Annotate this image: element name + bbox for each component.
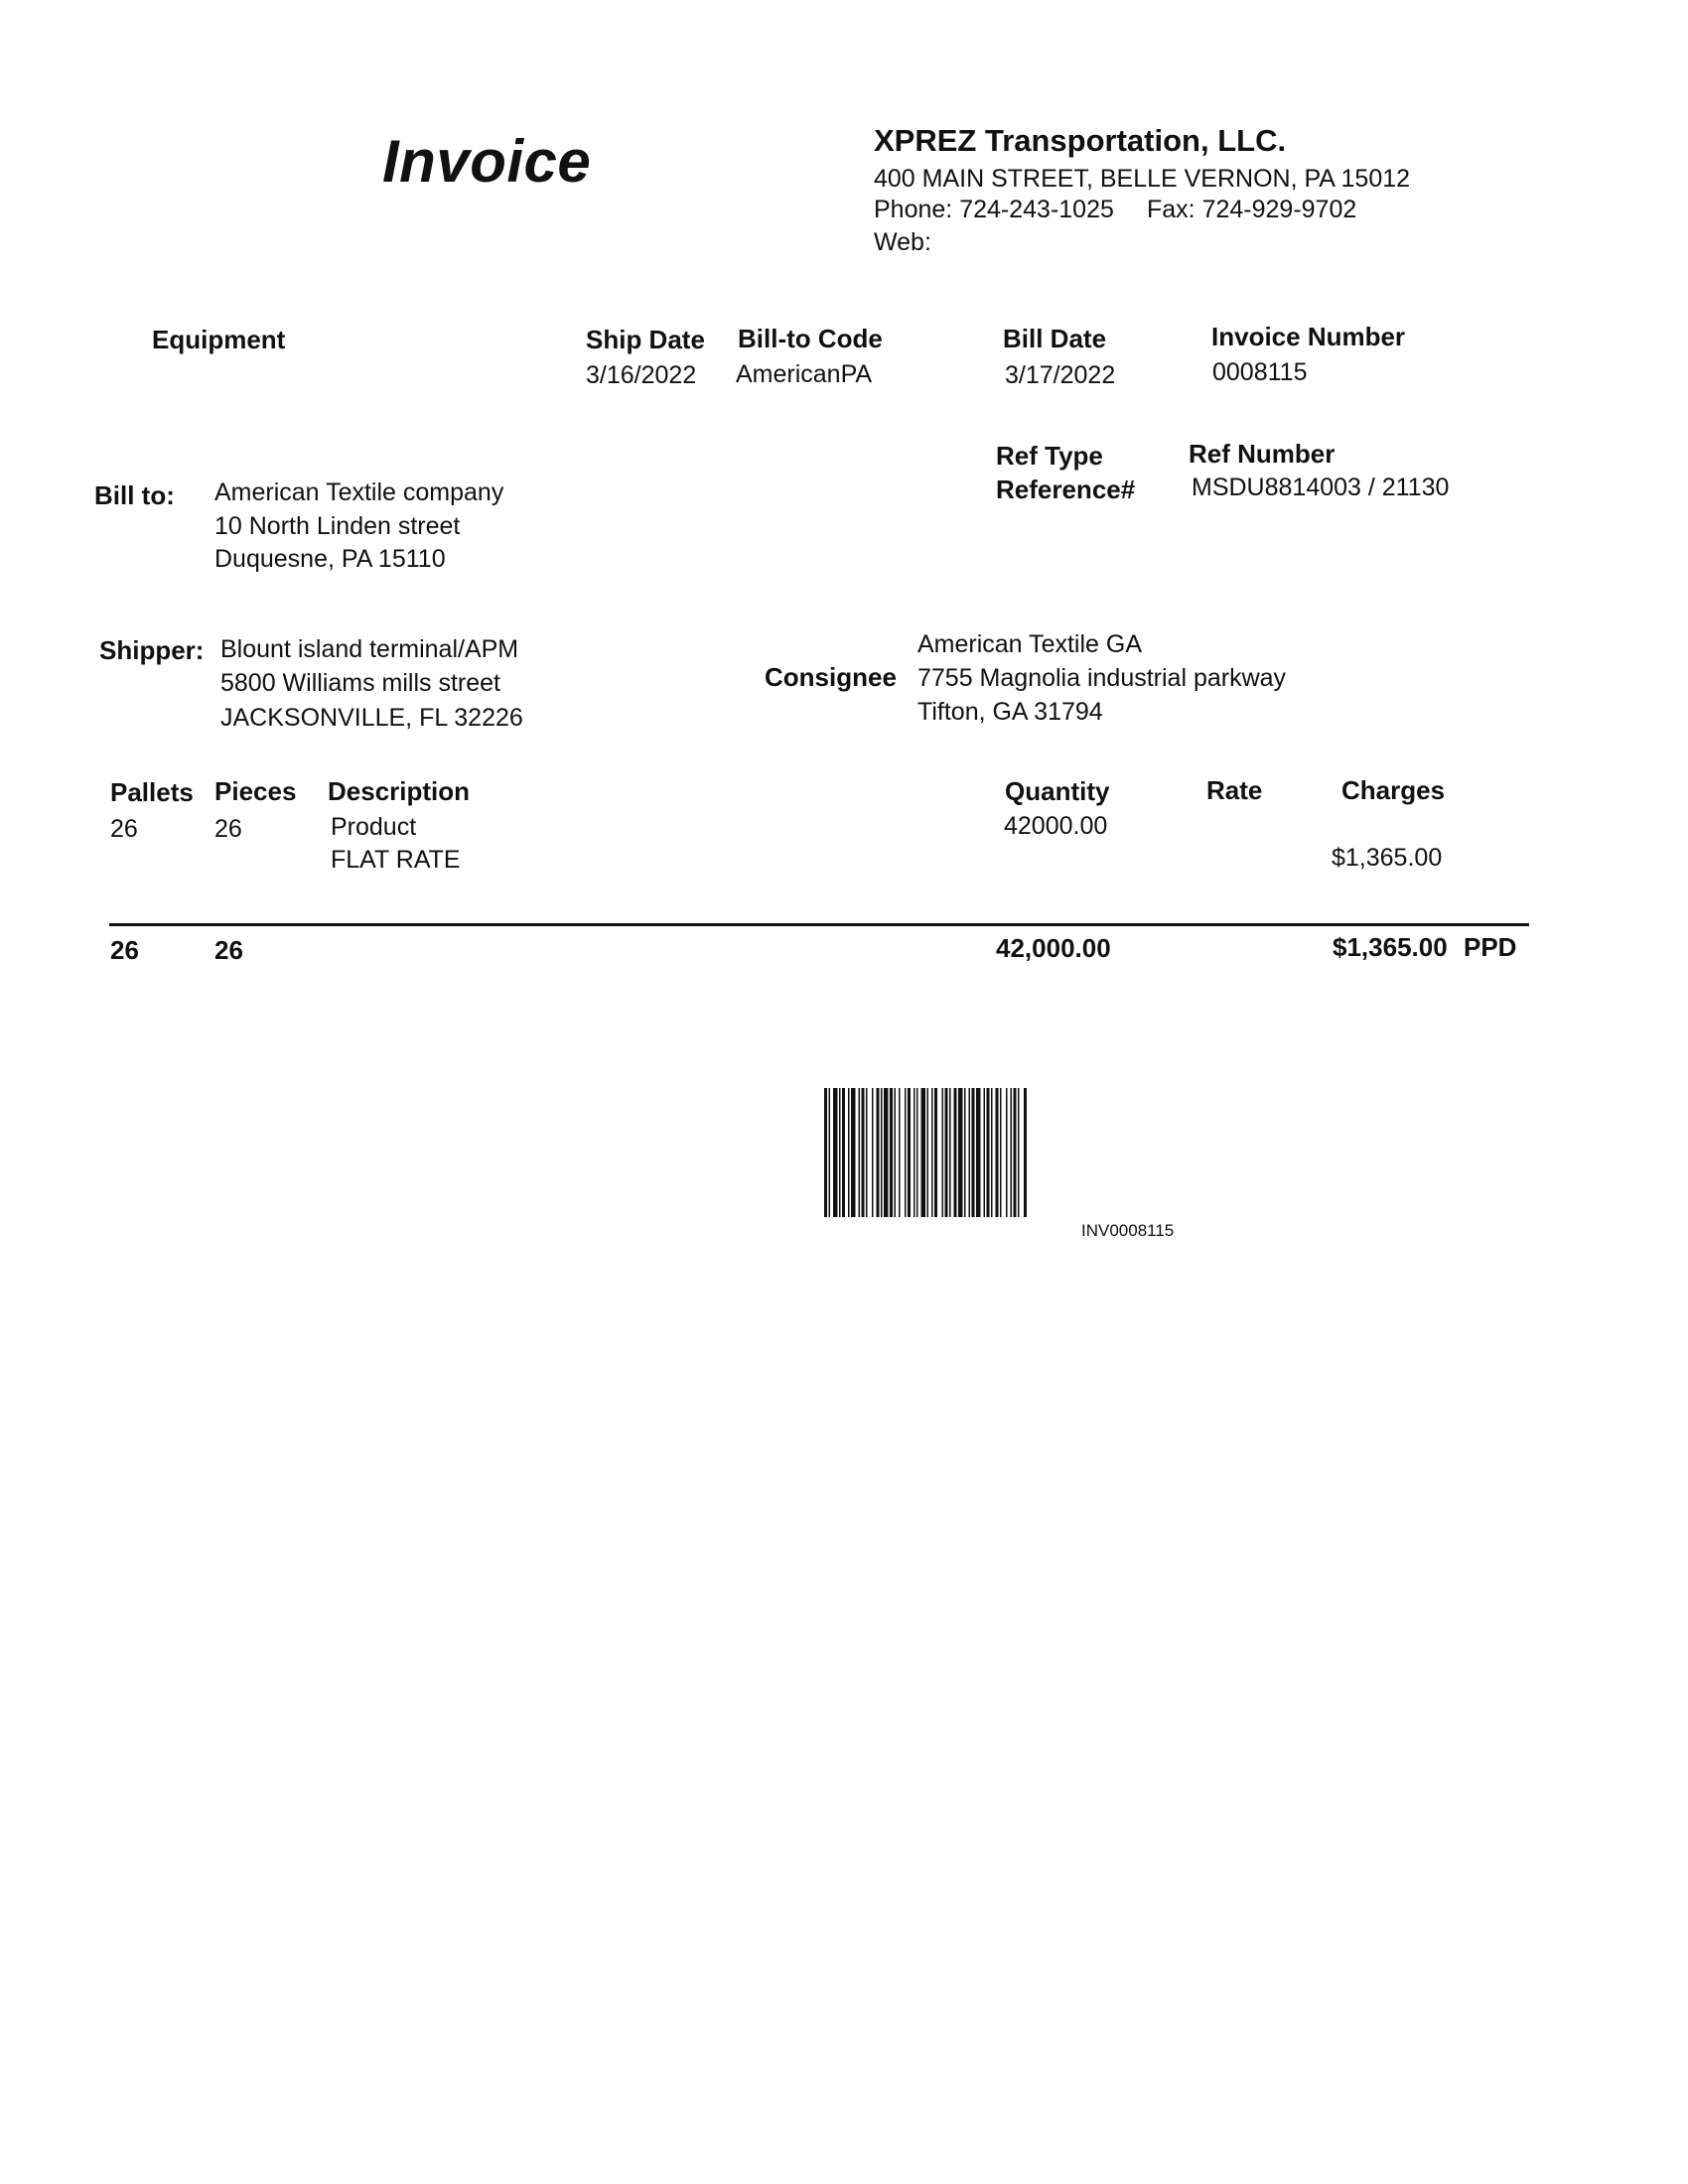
charges-header: Charges bbox=[1341, 775, 1446, 805]
company-web-label: Web: bbox=[874, 228, 931, 256]
barcode-bar bbox=[1018, 1088, 1020, 1217]
totals-divider bbox=[109, 923, 1529, 926]
phone-label: Phone: bbox=[874, 196, 953, 223]
barcode-bar bbox=[824, 1088, 827, 1217]
row-pieces: 26 bbox=[214, 815, 242, 843]
barcode-bar bbox=[934, 1088, 937, 1217]
payment-terms: PPD bbox=[1464, 932, 1517, 962]
barcode-bar bbox=[969, 1088, 971, 1217]
row-charges: $1,365.00 bbox=[1332, 844, 1443, 872]
fax-value: 724-929-9702 bbox=[1201, 196, 1357, 223]
barcode-bar bbox=[890, 1088, 893, 1217]
total-quantity: 42,000.00 bbox=[996, 933, 1111, 963]
barcode-bar bbox=[958, 1088, 963, 1217]
barcode-bar bbox=[866, 1088, 868, 1217]
barcode-bar bbox=[976, 1088, 981, 1217]
shipper-line: JACKSONVILLE, FL 32226 bbox=[220, 704, 523, 732]
consignee-line: American Textile GA bbox=[917, 630, 1143, 658]
barcode-bar bbox=[842, 1088, 845, 1217]
invoice-number-label: Invoice Number bbox=[1211, 322, 1406, 351]
rate-header: Rate bbox=[1206, 775, 1263, 805]
barcode-bar bbox=[908, 1088, 911, 1217]
company-address: 400 MAIN STREET, BELLE VERNON, PA 15012 bbox=[874, 165, 1411, 193]
barcode-bar bbox=[987, 1088, 990, 1217]
barcode-text: INV0008115 bbox=[1081, 1221, 1175, 1240]
barcode-bar bbox=[895, 1088, 897, 1217]
barcode-bar bbox=[872, 1088, 874, 1217]
barcode-bar bbox=[954, 1088, 957, 1217]
consignee-line: 7755 Magnolia industrial parkway bbox=[917, 664, 1287, 692]
shipper-line: Blount island terminal/APM bbox=[220, 635, 519, 663]
barcode-bar bbox=[914, 1088, 915, 1217]
barcode-bar bbox=[833, 1088, 838, 1217]
barcode-bar bbox=[881, 1088, 883, 1217]
barcode-bar bbox=[991, 1088, 993, 1217]
bill-to-line: 10 North Linden street bbox=[214, 512, 461, 540]
bill-to-code-label: Bill-to Code bbox=[738, 324, 883, 353]
barcode-bar bbox=[884, 1088, 889, 1217]
invoice-title: Invoice bbox=[382, 128, 592, 195]
row-pallets: 26 bbox=[110, 815, 138, 843]
total-charges: $1,365.00 bbox=[1333, 932, 1448, 962]
barcode-bar bbox=[1014, 1088, 1017, 1217]
equipment-label: Equipment bbox=[152, 325, 286, 354]
barcode-bar bbox=[839, 1088, 841, 1217]
row-description: FLAT RATE bbox=[331, 846, 461, 874]
barcode-bar bbox=[899, 1088, 901, 1217]
invoice-number-value: 0008115 bbox=[1212, 358, 1308, 386]
ref-number-label: Ref Number bbox=[1189, 439, 1336, 469]
bill-to-line: Duquesne, PA 15110 bbox=[214, 545, 446, 573]
consignee-label: Consignee bbox=[765, 662, 897, 692]
barcode-bar bbox=[1000, 1088, 1002, 1217]
barcode-bar bbox=[1011, 1088, 1013, 1217]
company-fax-line bbox=[1147, 196, 1356, 224]
barcode-bar bbox=[996, 1088, 999, 1217]
bill-to-code-value: AmericanPA bbox=[736, 360, 873, 388]
barcode-bar bbox=[945, 1088, 948, 1217]
fax-label: Fax: bbox=[1147, 196, 1196, 223]
barcode-bar bbox=[942, 1088, 944, 1217]
pieces-header: Pieces bbox=[214, 776, 297, 806]
shipper-label: Shipper: bbox=[99, 635, 205, 665]
ship-date-value: 3/16/2022 bbox=[586, 361, 697, 389]
barcode bbox=[824, 1088, 1088, 1217]
barcode-bar bbox=[972, 1088, 975, 1217]
barcode-bar bbox=[927, 1088, 929, 1217]
barcode-bar bbox=[931, 1088, 933, 1217]
bill-to-label: Bill to: bbox=[94, 480, 175, 510]
bill-date-value: 3/17/2022 bbox=[1005, 361, 1116, 389]
barcode-bar bbox=[916, 1088, 918, 1217]
total-pallets: 26 bbox=[110, 935, 139, 965]
barcode-bar bbox=[1024, 1088, 1027, 1217]
barcode-bar bbox=[877, 1088, 880, 1217]
barcode-bar bbox=[862, 1088, 865, 1217]
barcode-graphic bbox=[824, 1088, 1088, 1217]
company-name: XPREZ Transportation, LLC. bbox=[874, 123, 1287, 158]
barcode-bar bbox=[859, 1088, 861, 1217]
description-header: Description bbox=[328, 776, 471, 806]
barcode-bar bbox=[848, 1088, 850, 1217]
row-quantity: 42000.00 bbox=[1004, 812, 1108, 840]
ref-type-value: Reference# bbox=[996, 475, 1136, 504]
barcode-bar bbox=[949, 1088, 951, 1217]
company-phone-line bbox=[874, 196, 1114, 224]
barcode-bar bbox=[851, 1088, 856, 1217]
barcode-bar bbox=[1006, 1088, 1008, 1217]
barcode-bar bbox=[829, 1088, 831, 1217]
quantity-header: Quantity bbox=[1005, 776, 1110, 806]
bill-to-line: American Textile company bbox=[214, 478, 504, 506]
pallets-header: Pallets bbox=[110, 777, 194, 807]
phone-value: 724-243-1025 bbox=[959, 196, 1114, 223]
ship-date-label: Ship Date bbox=[586, 325, 705, 354]
row-description: Product bbox=[331, 813, 417, 841]
consignee-line: Tifton, GA 31794 bbox=[917, 698, 1103, 726]
total-pieces: 26 bbox=[214, 935, 243, 965]
ref-type-label: Ref Type bbox=[996, 441, 1103, 471]
barcode-bar bbox=[964, 1088, 966, 1217]
barcode-bar bbox=[984, 1088, 986, 1217]
barcode-bar bbox=[921, 1088, 926, 1217]
barcode-bar bbox=[905, 1088, 907, 1217]
bill-date-label: Bill Date bbox=[1003, 324, 1107, 353]
ref-number-value: MSDU8814003 / 21130 bbox=[1192, 474, 1450, 501]
shipper-line: 5800 Williams mills street bbox=[220, 669, 501, 697]
